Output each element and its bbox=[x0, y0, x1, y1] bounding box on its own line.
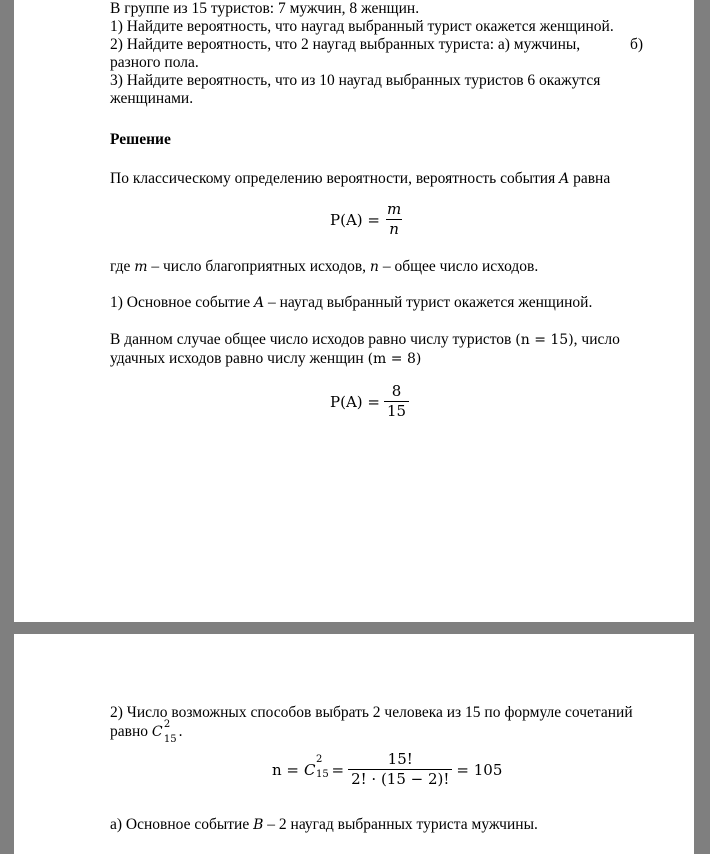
where-n: n bbox=[369, 259, 379, 275]
formula2-den: 15 bbox=[384, 401, 409, 421]
part1-c1-math: (n = 15) bbox=[515, 332, 574, 348]
part2a-var: B bbox=[253, 817, 264, 833]
formula2-num: 8 bbox=[391, 382, 402, 400]
part2a-line bbox=[110, 816, 538, 834]
problem-line-5b: женщинами. bbox=[110, 90, 194, 107]
formula3-rhs: = 105 bbox=[456, 760, 503, 779]
problem-line-4: разного пола. bbox=[110, 54, 199, 71]
part1-var: A bbox=[253, 295, 265, 311]
formula3-num: 15! bbox=[387, 750, 413, 768]
intro-end: равна bbox=[573, 170, 611, 187]
part1-c2-math: (m = 8) bbox=[367, 351, 422, 367]
part1-line bbox=[110, 294, 592, 312]
comb-sub: 15 bbox=[163, 734, 177, 745]
formula2-lhs: P(A) = bbox=[330, 392, 380, 411]
where-line bbox=[110, 258, 538, 276]
problem-line-3 bbox=[110, 36, 580, 54]
formula3-fraction bbox=[348, 750, 452, 789]
document-page-2 bbox=[14, 634, 694, 854]
problem-line-3b: б) bbox=[630, 36, 644, 53]
document-page-1 bbox=[14, 0, 694, 622]
formula3-comb bbox=[304, 753, 331, 780]
part1-c1-end: , число bbox=[573, 331, 620, 348]
part2-line2 bbox=[110, 719, 183, 745]
part1-a: 1) Основное событие bbox=[110, 294, 251, 311]
formula1-fraction bbox=[384, 200, 404, 239]
where-m: m bbox=[134, 259, 148, 275]
combination-c-15-2 bbox=[151, 719, 179, 745]
intro-text: По классическому определению вероятности, вероятность события bbox=[110, 170, 556, 187]
formula1-den: n bbox=[386, 219, 402, 239]
problem-line-1: В группе из 15 туристов: 7 мужчин, 8 женщин. bbox=[110, 0, 420, 17]
comb-sup: 2 bbox=[163, 719, 171, 730]
part1-c2: удачных исходов равно числу женщин bbox=[110, 350, 364, 367]
formula-classical bbox=[330, 200, 408, 239]
formula3-den: 2! · (15 − 2)! bbox=[348, 769, 452, 789]
part1-c-line1 bbox=[110, 331, 620, 349]
part2a-a: а) Основное событие bbox=[110, 816, 250, 833]
formula3-comb-base: C bbox=[304, 760, 316, 779]
formula3-comb-sup: 2 bbox=[316, 753, 323, 765]
where-3: – общее число исходов. bbox=[382, 258, 539, 275]
solution-heading: Решение bbox=[110, 131, 171, 148]
part2a-b: – 2 наугад выбранных туриста мужчины. bbox=[267, 816, 538, 833]
comb-base: C bbox=[151, 724, 163, 740]
formula3-lhs: n = bbox=[272, 760, 299, 779]
formula1-num: m bbox=[386, 200, 402, 218]
part2-line1: 2) Число возможных способов выбрать 2 человека из 15 по формуле сочетаний bbox=[110, 704, 633, 721]
problem-line-5a: 3) Найдите вероятность, что из 10 наугад выбранных туристов 6 окажутся bbox=[110, 72, 601, 89]
where-1: где bbox=[110, 258, 131, 275]
formula2-fraction bbox=[384, 382, 409, 421]
formula-result-1 bbox=[330, 382, 413, 421]
formula1-lhs: P(A) = bbox=[330, 210, 380, 229]
where-2: – число благоприятных исходов, bbox=[151, 258, 367, 275]
formula-combinations bbox=[272, 750, 502, 789]
part1-b: – наугад выбранный турист окажется женщиной. bbox=[267, 294, 593, 311]
part1-c1: В данном случае общее число исходов равно числу туристов bbox=[110, 331, 512, 348]
intro-var: A bbox=[559, 171, 570, 187]
part2-b: равно bbox=[110, 723, 148, 740]
problem-line-2: 1) Найдите вероятность, что наугад выбранный турист окажется женщиной. bbox=[110, 18, 614, 35]
formula3-comb-sub: 15 bbox=[316, 768, 329, 780]
part1-c-line2 bbox=[110, 350, 421, 368]
intro-sentence bbox=[110, 170, 610, 188]
part2-b-end: . bbox=[178, 723, 183, 740]
formula3-eq: = bbox=[331, 760, 345, 779]
problem-line-3a: 2) Найдите вероятность, что 2 наугад выбранных туриста: а) мужчины, bbox=[110, 36, 581, 53]
